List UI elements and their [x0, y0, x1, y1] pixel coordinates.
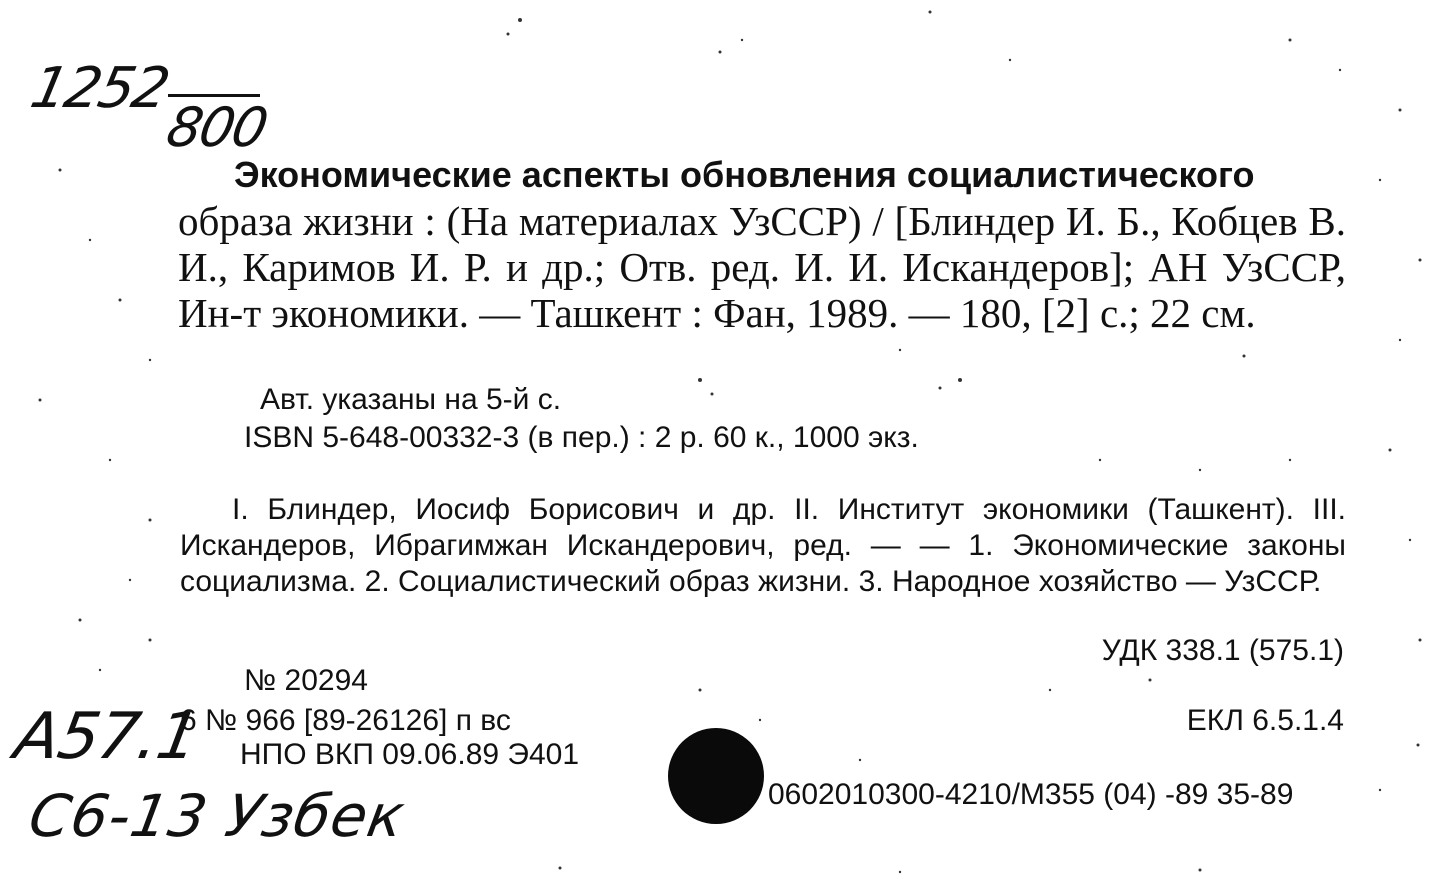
- handwritten-note: С6-13 Узбек: [24, 782, 411, 850]
- handwritten-call-number-bottom: 800: [161, 96, 272, 159]
- punch-hole: [668, 728, 764, 824]
- ekl-classification: ЕКЛ 6.5.1.4: [1186, 704, 1344, 737]
- tracings: I. Блиндер, Иосиф Борисович и др. II. Институт экономики (Ташкент). III. Искандеров, Ибрагимжан Искандерович, ред. — — 1. Экономические законы социализма. 2. Социалистический образ жизни. 3. Народное хозяйство — УзССР.: [180, 493, 1346, 598]
- print-info-line1: 6 № 966 [89-26126] п вс: [180, 704, 511, 737]
- card-number: № 20294: [244, 664, 368, 697]
- publisher-code: 0602010300-4210/М355 (04) -89 35-89: [768, 778, 1294, 811]
- handwritten-shelf-mark: А57.1: [9, 700, 204, 774]
- title-lead: Экономические аспекты обновления социалистического: [234, 154, 1255, 195]
- handwritten-call-number-top: 1252: [25, 56, 174, 121]
- udk-classification: УДК 338.1 (575.1): [1101, 634, 1344, 667]
- authors-note: Авт. указаны на 5-й с.: [260, 383, 562, 416]
- bibliographic-description: [178, 152, 1346, 336]
- title-rest: образа жизни : (На материалах УзССР) / [Блиндер И. Б., Кобцев В. И., Каримов И. Р. и др.; Отв. ред. И. И. Искандеров]; АН УзССР, Ин-т экономики. — Ташкент : Фан, 1989. — 180, [2] с.; 22 см.: [178, 198, 1346, 336]
- isbn-note: ISBN 5-648-00332-3 (в пер.) : 2 р. 60 к., 1000 экз.: [244, 421, 919, 454]
- print-info-line2: НПО ВКП 09.06.89 Э401: [240, 738, 580, 771]
